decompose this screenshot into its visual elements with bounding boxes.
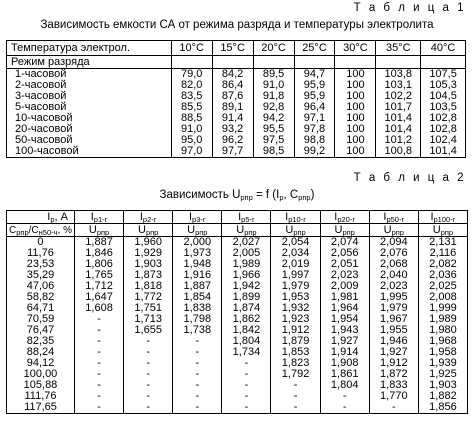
voltage-cell: - — [222, 380, 271, 391]
voltage-cell: - — [74, 391, 123, 402]
voltage-cell: - — [173, 336, 222, 347]
voltage-cell: - — [222, 369, 271, 380]
voltage-cell: 1,942 — [222, 281, 271, 292]
current-header: $I_{р50-г}$ — [369, 211, 418, 224]
voltage-header: $U_{рпр}$ — [173, 224, 222, 237]
voltage-cell: 1,861 — [320, 369, 369, 380]
voltage-cell: 2,000 — [173, 237, 222, 249]
caption-text: , С — [283, 189, 299, 201]
empty-cell — [171, 56, 212, 69]
capacity-percent-cell: 100,00 — [7, 369, 75, 380]
voltage-header: $U_{рпр}$ — [320, 224, 369, 237]
voltage-cell: 2,005 — [222, 248, 271, 259]
capacity-cell: 102,8 — [421, 124, 466, 135]
voltage-cell: - — [74, 358, 123, 369]
capacity-cell: 97,8 — [294, 124, 335, 135]
voltage-cell: - — [74, 369, 123, 380]
caption-sub: р — [279, 193, 284, 202]
voltage-cell: 2,056 — [320, 248, 369, 259]
voltage-cell: 1,979 — [369, 303, 418, 314]
capacity-cell: 101,4 — [421, 146, 466, 158]
capacity-cell: 91,4 — [212, 113, 253, 124]
voltage-cell: - — [173, 369, 222, 380]
voltage-cell: 1,923 — [271, 314, 320, 325]
voltage-cell: - — [74, 347, 123, 358]
voltage-cell: 1,806 — [74, 259, 123, 270]
voltage-cell: 1,914 — [320, 347, 369, 358]
discharge-mode-cell: 5-часовой — [7, 102, 172, 113]
voltage-cell: 1,927 — [320, 336, 369, 347]
capacity-percent-cell: 47,06 — [7, 281, 75, 292]
table1-body — [7, 69, 466, 158]
capacity-cell: 91,0 — [253, 80, 294, 91]
current-header: $I_{р100-г}$ — [418, 211, 467, 224]
voltage-cell: - — [124, 402, 173, 414]
capacity-cell: 92,8 — [253, 102, 294, 113]
capacity-percent-cell: 64,71 — [7, 303, 75, 314]
table1-header-row — [7, 41, 466, 56]
capacity-cell: 97,1 — [294, 113, 335, 124]
voltage-cell: 1,887 — [173, 281, 222, 292]
voltage-cell: 1,932 — [271, 303, 320, 314]
empty-cell — [421, 56, 466, 69]
capacity-cell: 98,5 — [253, 146, 294, 158]
voltage-cell: 1,946 — [369, 336, 418, 347]
capacity-cell: 98,8 — [294, 135, 335, 146]
voltage-cell: - — [173, 347, 222, 358]
capacity-cell: 89,1 — [212, 102, 253, 113]
voltage-cell: 1,954 — [320, 314, 369, 325]
capacity-cell: 100 — [335, 102, 376, 113]
capacity-percent-cell: 58,82 — [7, 292, 75, 303]
empty-cell — [376, 56, 421, 69]
voltage-header: $U_{рпр}$ — [124, 224, 173, 237]
capacity-cell: 86,4 — [212, 80, 253, 91]
voltage-cell: 1,916 — [173, 270, 222, 281]
voltage-cell: - — [124, 391, 173, 402]
table2-header-current-row — [7, 211, 468, 224]
capacity-cell: 95,9 — [294, 91, 335, 102]
capacity-percent-cell: 76,47 — [7, 325, 75, 336]
temperature-header: 40°С — [421, 41, 466, 56]
voltage-cell: 1,887 — [74, 237, 123, 249]
voltage-cell: - — [271, 391, 320, 402]
temperature-header: 30°С — [335, 41, 376, 56]
voltage-cell: - — [173, 391, 222, 402]
voltage-cell: 1,908 — [320, 358, 369, 369]
voltage-cell: 1,967 — [369, 314, 418, 325]
caption-sub: рпр — [298, 193, 311, 202]
voltage-cell: 1,872 — [369, 369, 418, 380]
capacity-cell: 91,0 — [171, 124, 212, 135]
table-row — [7, 402, 468, 414]
voltage-cell: - — [124, 347, 173, 358]
voltage-cell: 1,751 — [124, 303, 173, 314]
voltage-cell: 1,765 — [74, 270, 123, 281]
capacity-cell: 94,2 — [253, 113, 294, 124]
current-header: $I_{р2-г}$ — [124, 211, 173, 224]
voltage-cell: 1,899 — [222, 292, 271, 303]
discharge-mode-cell: 100-часовой — [7, 146, 172, 158]
table1-header-first: Температура электрол. — [7, 41, 172, 56]
voltage-cell: 1,929 — [124, 248, 173, 259]
voltage-cell: - — [320, 391, 369, 402]
empty-cell — [294, 56, 335, 69]
voltage-cell: 1,966 — [222, 270, 271, 281]
capacity-cell: 96,2 — [212, 135, 253, 146]
voltage-cell: 1,979 — [271, 281, 320, 292]
capacity-cell: 79,0 — [171, 69, 212, 81]
voltage-cell: - — [74, 314, 123, 325]
voltage-header: $U_{рпр}$ — [222, 224, 271, 237]
caption-sub: рпр — [240, 193, 253, 202]
voltage-cell: 2,025 — [418, 281, 467, 292]
voltage-cell: 2,019 — [271, 259, 320, 270]
table-row — [7, 146, 466, 158]
voltage-cell: 1,804 — [320, 380, 369, 391]
table2 — [6, 210, 468, 414]
voltage-header: $U_{рпр}$ — [369, 224, 418, 237]
discharge-mode-cell: 20-часовой — [7, 124, 172, 135]
empty-cell — [253, 56, 294, 69]
caption-text: ) — [310, 189, 315, 201]
voltage-cell: 1,981 — [320, 292, 369, 303]
voltage-cell: - — [74, 380, 123, 391]
voltage-cell: - — [320, 402, 369, 414]
capacity-cell: 100 — [335, 69, 376, 81]
voltage-cell: 1,948 — [173, 259, 222, 270]
capacity-percent-cell: 88,24 — [7, 347, 75, 358]
voltage-cell: - — [222, 391, 271, 402]
capacity-cell: 103,8 — [376, 69, 421, 81]
temperature-header: 35°С — [376, 41, 421, 56]
table2-header-capacity-label: $С_{рпр}/С_{н50-ч}$, % — [7, 224, 75, 237]
voltage-cell: 1,647 — [74, 292, 123, 303]
capacity-cell: 100 — [335, 80, 376, 91]
capacity-cell: 100,8 — [376, 146, 421, 158]
capacity-percent-cell: 94,12 — [7, 358, 75, 369]
voltage-cell: 1,712 — [74, 281, 123, 292]
discharge-mode-cell: 3-часовой — [7, 91, 172, 102]
voltage-cell: 1,968 — [418, 336, 467, 347]
voltage-cell: 1,846 — [74, 248, 123, 259]
voltage-cell: 2,027 — [222, 237, 271, 249]
voltage-cell: - — [124, 358, 173, 369]
capacity-cell: 83,5 — [171, 91, 212, 102]
capacity-cell: 85,5 — [171, 102, 212, 113]
capacity-percent-cell: 0 — [7, 237, 75, 249]
voltage-cell: - — [74, 325, 123, 336]
voltage-cell: 2,074 — [320, 237, 369, 249]
capacity-cell: 93,2 — [212, 124, 253, 135]
capacity-cell: 100 — [335, 146, 376, 158]
capacity-cell: 101,4 — [376, 124, 421, 135]
capacity-cell: 101,2 — [376, 135, 421, 146]
capacity-cell: 102,2 — [376, 91, 421, 102]
voltage-cell: 1,842 — [222, 325, 271, 336]
capacity-cell: 102,8 — [421, 113, 466, 124]
table2-header-current-label: $I_р$, А — [7, 211, 75, 224]
voltage-cell: 2,036 — [418, 270, 467, 281]
voltage-cell: 2,094 — [369, 237, 418, 249]
voltage-cell: 1,953 — [271, 292, 320, 303]
voltage-header: $U_{рпр}$ — [271, 224, 320, 237]
table1-mode-label: Режим разряда — [7, 56, 172, 69]
discharge-mode-cell: 1-часовой — [7, 69, 172, 81]
empty-cell — [335, 56, 376, 69]
current-header: $I_{р20-г}$ — [320, 211, 369, 224]
capacity-cell: 97,5 — [253, 135, 294, 146]
capacity-cell: 103,5 — [421, 102, 466, 113]
voltage-cell: 1,882 — [418, 391, 467, 402]
temperature-header: 15°С — [212, 41, 253, 56]
capacity-cell: 104,5 — [421, 91, 466, 102]
capacity-cell: 101,4 — [376, 113, 421, 124]
voltage-cell: 1,856 — [418, 402, 467, 414]
capacity-cell: 101,7 — [376, 102, 421, 113]
capacity-cell: 89,5 — [253, 69, 294, 81]
discharge-mode-cell: 10-часовой — [7, 113, 172, 124]
voltage-cell: - — [222, 402, 271, 414]
capacity-cell: 107,5 — [421, 69, 466, 81]
voltage-cell: 1,912 — [271, 325, 320, 336]
voltage-cell: 1,989 — [418, 314, 467, 325]
table2-label: Т а б л и ц а 2 — [353, 172, 466, 184]
voltage-cell: 2,131 — [418, 237, 467, 249]
current-header: $I_{р1-г}$ — [74, 211, 123, 224]
voltage-cell: 1,823 — [271, 358, 320, 369]
capacity-percent-cell: 111,76 — [7, 391, 75, 402]
temperature-header: 25°С — [294, 41, 335, 56]
voltage-cell: 1,995 — [369, 292, 418, 303]
capacity-cell: 95,5 — [253, 124, 294, 135]
capacity-cell: 95,9 — [294, 80, 335, 91]
voltage-cell: - — [74, 336, 123, 347]
voltage-cell: - — [173, 402, 222, 414]
voltage-cell: 1,939 — [418, 358, 467, 369]
voltage-cell: 2,076 — [369, 248, 418, 259]
voltage-cell: 1,997 — [271, 270, 320, 281]
capacity-cell: 88,5 — [171, 113, 212, 124]
voltage-cell: 1,738 — [173, 325, 222, 336]
discharge-mode-cell: 2-часовой — [7, 80, 172, 91]
voltage-cell: 2,051 — [320, 259, 369, 270]
capacity-cell: 103,1 — [376, 80, 421, 91]
voltage-cell: 2,008 — [418, 292, 467, 303]
capacity-cell: 94,7 — [294, 69, 335, 81]
current-header: $I_{р10-г}$ — [271, 211, 320, 224]
capacity-cell: 99,2 — [294, 146, 335, 158]
capacity-cell: 105,3 — [421, 80, 466, 91]
voltage-cell: 1,854 — [173, 292, 222, 303]
voltage-cell: 2,040 — [369, 270, 418, 281]
voltage-cell: 1,853 — [271, 347, 320, 358]
voltage-cell: 1,912 — [369, 358, 418, 369]
voltage-cell: 1,973 — [173, 248, 222, 259]
capacity-percent-cell: 105,88 — [7, 380, 75, 391]
capacity-percent-cell: 35,29 — [7, 270, 75, 281]
capacity-cell: 102,4 — [421, 135, 466, 146]
voltage-cell: 2,082 — [418, 259, 467, 270]
capacity-percent-cell: 23,53 — [7, 259, 75, 270]
table2-caption — [0, 189, 474, 201]
capacity-cell: 84,2 — [212, 69, 253, 81]
table1-caption: Зависимость емкости СА от режима разряда и температуры электролита — [40, 19, 434, 31]
voltage-cell: 1,770 — [369, 391, 418, 402]
voltage-cell: 2,068 — [369, 259, 418, 270]
table2-body — [7, 237, 468, 414]
voltage-cell: 1,833 — [369, 380, 418, 391]
voltage-cell: - — [173, 380, 222, 391]
voltage-header: $U_{рпр}$ — [418, 224, 467, 237]
voltage-cell: 1,927 — [369, 347, 418, 358]
voltage-cell: 1,903 — [124, 259, 173, 270]
voltage-cell: 2,034 — [271, 248, 320, 259]
voltage-cell: 1,874 — [222, 303, 271, 314]
voltage-cell: 1,818 — [124, 281, 173, 292]
voltage-cell: 1,980 — [418, 325, 467, 336]
capacity-cell: 97,7 — [212, 146, 253, 158]
voltage-cell: 1,960 — [124, 237, 173, 249]
current-header: $I_{р5-г}$ — [222, 211, 271, 224]
voltage-cell: 2,023 — [320, 270, 369, 281]
capacity-cell: 87,6 — [212, 91, 253, 102]
table2-header-voltage-row — [7, 224, 468, 237]
voltage-cell: - — [124, 369, 173, 380]
temperature-header: 10°С — [171, 41, 212, 56]
voltage-cell: 1,879 — [271, 336, 320, 347]
voltage-cell: 2,009 — [320, 281, 369, 292]
capacity-cell: 100 — [335, 91, 376, 102]
voltage-cell: - — [74, 402, 123, 414]
current-header: $I_{р3-г}$ — [173, 211, 222, 224]
capacity-percent-cell: 70,59 — [7, 314, 75, 325]
voltage-cell: - — [124, 336, 173, 347]
voltage-cell: 1,989 — [222, 259, 271, 270]
voltage-cell: 1,943 — [320, 325, 369, 336]
voltage-cell: - — [369, 402, 418, 414]
voltage-cell: 1,955 — [369, 325, 418, 336]
voltage-cell: 1,608 — [74, 303, 123, 314]
empty-cell — [212, 56, 253, 69]
voltage-cell: 1,925 — [418, 369, 467, 380]
capacity-cell: 96,4 — [294, 102, 335, 113]
voltage-cell: 1,873 — [124, 270, 173, 281]
table-row — [7, 391, 468, 402]
voltage-cell: - — [173, 358, 222, 369]
voltage-cell: 1,999 — [418, 303, 467, 314]
caption-text: Зависимость U — [159, 189, 241, 201]
voltage-cell: 1,903 — [418, 380, 467, 391]
voltage-cell: 2,054 — [271, 237, 320, 249]
capacity-percent-cell: 82,35 — [7, 336, 75, 347]
capacity-cell: 95,0 — [171, 135, 212, 146]
voltage-cell: 2,116 — [418, 248, 467, 259]
voltage-cell: 1,838 — [173, 303, 222, 314]
capacity-percent-cell: 117,65 — [7, 402, 75, 414]
voltage-cell: - — [271, 380, 320, 391]
capacity-cell: 100 — [335, 135, 376, 146]
voltage-cell: 2,023 — [369, 281, 418, 292]
table1 — [6, 40, 466, 158]
capacity-cell: 100 — [335, 113, 376, 124]
voltage-cell: 1,734 — [222, 347, 271, 358]
voltage-cell: 1,804 — [222, 336, 271, 347]
table1-mode-row — [7, 56, 466, 69]
capacity-cell: 82,0 — [171, 80, 212, 91]
voltage-cell: - — [222, 358, 271, 369]
voltage-cell: 1,862 — [222, 314, 271, 325]
voltage-cell: 1,713 — [124, 314, 173, 325]
caption-text: = f (I — [252, 189, 280, 201]
capacity-percent-cell: 11,76 — [7, 248, 75, 259]
voltage-cell: 1,964 — [320, 303, 369, 314]
voltage-cell: 1,958 — [418, 347, 467, 358]
capacity-cell: 97,0 — [171, 146, 212, 158]
voltage-cell: 1,772 — [124, 292, 173, 303]
discharge-mode-cell: 50-часовой — [7, 135, 172, 146]
voltage-cell: - — [271, 402, 320, 414]
capacity-cell: 91,8 — [253, 91, 294, 102]
temperature-header: 20°С — [253, 41, 294, 56]
voltage-cell: 1,792 — [271, 369, 320, 380]
capacity-cell: 100 — [335, 124, 376, 135]
voltage-cell: 1,798 — [173, 314, 222, 325]
voltage-cell: - — [124, 380, 173, 391]
voltage-header: $U_{рпр}$ — [74, 224, 123, 237]
voltage-cell: 1,655 — [124, 325, 173, 336]
table1-label: Т а б л и ц а 1 — [353, 2, 466, 14]
